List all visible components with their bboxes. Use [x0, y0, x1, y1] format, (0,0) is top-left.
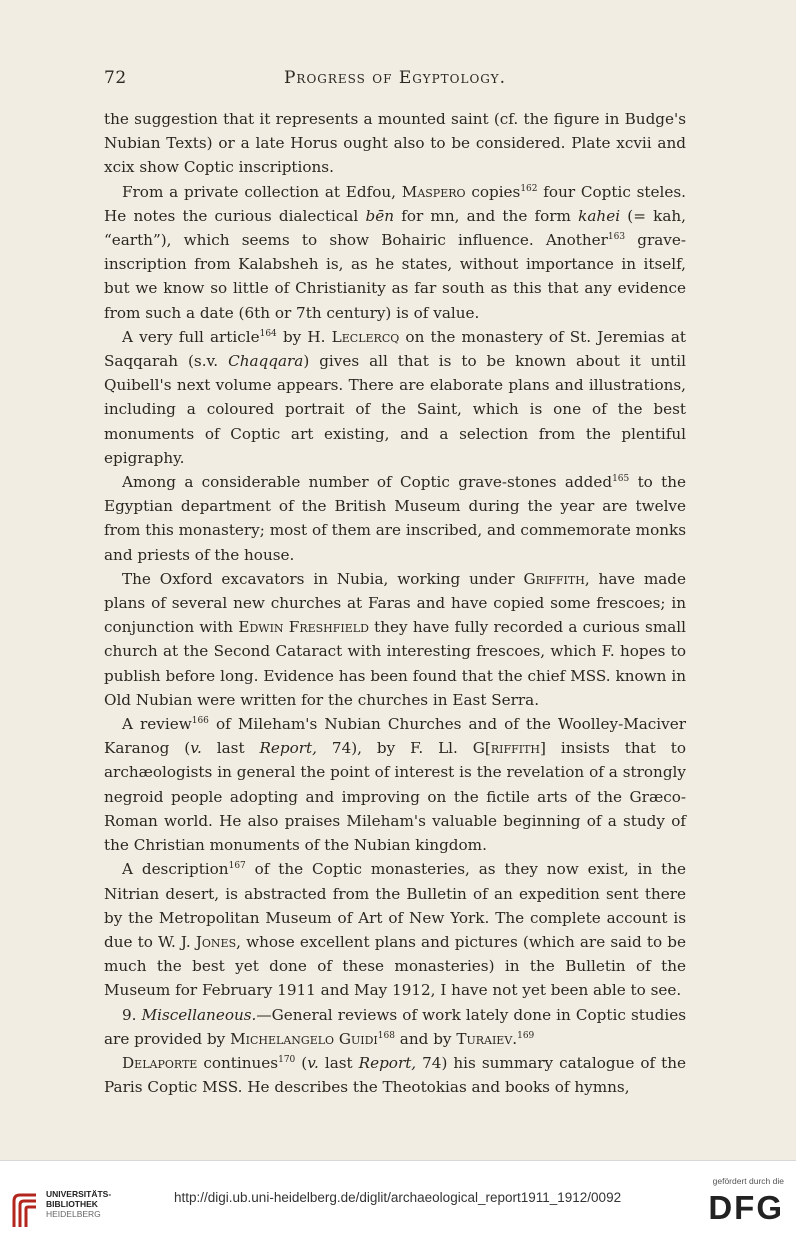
italic-text: bēn: [365, 206, 394, 225]
text-run: by H.: [276, 327, 332, 346]
italic-text: Chaqqara: [228, 352, 304, 371]
body-text: [104, 107, 686, 1099]
small-caps-name: Maspero: [401, 182, 466, 201]
text-run: , whose excellent plans and pictures (which are said to be much the best yet done of these monasteries) in the Bulletin of the Museum for February 1911 and May 1912, I have not yet been able to see.: [104, 932, 686, 1000]
text-run: A very full article: [122, 327, 260, 346]
footnote-ref: 162: [520, 183, 538, 194]
footnote-ref: 165: [612, 474, 630, 485]
text-run: —General reviews of work lately done in Coptic studies are provided by: [104, 1005, 686, 1048]
university-library-name: [46, 1189, 136, 1219]
page-header: [104, 68, 686, 96]
small-caps-name: Michelangelo Guidi: [230, 1029, 378, 1048]
university-library-logo-icon: [10, 1191, 40, 1231]
paragraph: [104, 567, 686, 712]
permalink-url[interactable]: http://digi.ub.uni-heidelberg.de/diglit/archaeological_report1911_1912/0092: [174, 1190, 622, 1205]
text-run: 74), by F. Ll. G[: [316, 739, 491, 758]
text-run: , have made plans of several new churches at Faras and have copied some frescoes; in conjunction with: [104, 569, 686, 637]
text-run: of the Coptic monasteries, as they now exist, in the Nitrian desert, is abstracted from the Bulletin of an expedition sent there by the Metropolitan Museum of Art of New York. The complete account is due to W. J.: [104, 860, 687, 951]
paragraph: [104, 107, 686, 180]
text-run: Among a considerable number of Coptic grave-stones added: [122, 473, 613, 492]
text-run: ) gives all that is to be known about it until Quibell's next volume appears. There are elaborate plans and illustrations, including a coloured portrait of the Saint, which is one of the best monuments of Coptic art existing, and a selection from the plentiful epigraphy.: [104, 352, 686, 467]
small-caps-name: Griffith: [523, 569, 585, 588]
text-run: of Mileham's Nubian Churches and of the Woolley-Maciver Karanog (: [104, 715, 686, 758]
footnote-ref: 164: [259, 328, 277, 339]
text-run: 9.: [122, 1005, 142, 1024]
paragraph: [104, 325, 686, 470]
text-run: last: [201, 739, 260, 758]
small-caps-name: Delaporte: [122, 1053, 198, 1072]
italic-text: Report,: [259, 739, 317, 758]
small-caps-name: Leclercq: [331, 327, 400, 346]
text-run: to the Egyptian department of the British Museum during the year are twelve from this monastery; most of them are inscribed, and commemorate monks and priests of the house.: [104, 473, 686, 564]
text-run: continues: [197, 1053, 279, 1072]
italic-text: kahei: [578, 206, 621, 225]
text-run: ] insists that to archæologists in general the point of interest is the revelation of a strongly negroid people adopting and improving on the fictile arts of the Græco-Roman world. He also praises Mileham's valuable beginning of a study of the Christian monuments of the Nubian kingdom.: [104, 739, 686, 855]
text-run: (: [295, 1053, 308, 1072]
running-title: Progress of Egyptology.: [283, 68, 507, 88]
small-caps-name: riffith: [490, 739, 540, 758]
text-run: four Coptic steles. He notes the curious dialectical: [104, 182, 686, 225]
footnote-ref: 163: [607, 232, 626, 243]
paragraph: [104, 857, 686, 1002]
text-run: (= kah, “earth”), which seems to show Bohairic influence. Another: [104, 206, 687, 250]
funded-by-label: gefördert durch die: [712, 1176, 784, 1186]
text-run: The Oxford excavators in Nubia, working under: [122, 569, 524, 588]
paragraph: [104, 180, 686, 325]
library-line-3: HEIDELBERG: [46, 1209, 101, 1219]
italic-text: v.: [190, 739, 202, 758]
text-run: copies: [465, 182, 521, 201]
text-run: From a private collection at Edfou,: [122, 182, 402, 201]
footnote-ref: 169: [517, 1030, 535, 1041]
text-run: .: [512, 1029, 518, 1048]
text-run: 74) his summary catalogue of the Paris Coptic MSS. He describes the Theotokias and books of hymns,: [104, 1053, 686, 1097]
italic-text: v.: [307, 1053, 319, 1072]
small-caps-name: Jones: [195, 932, 237, 951]
footer-bar: [0, 1160, 796, 1240]
text-run: for mn, and the form: [393, 206, 579, 225]
paragraph: [104, 470, 686, 567]
footnote-ref: 167: [228, 861, 246, 872]
text-run: grave-inscription from Kalabsheh is, as he states, without importance in itself, but we know so little of Christianity as far south as this that any evidence from such a date (6th or 7th century) is of value.: [104, 231, 686, 322]
text-run: A description: [122, 860, 229, 879]
footnote-ref: 168: [377, 1030, 395, 1041]
dfg-logo: DFG: [708, 1189, 784, 1226]
paragraph: [104, 712, 686, 857]
library-line-2: BIBLIOTHEK: [46, 1199, 98, 1209]
text-run: last: [318, 1053, 359, 1072]
italic-text: Miscellaneous.: [141, 1005, 257, 1024]
text-run: A review: [122, 715, 192, 734]
small-caps-name: Edwin Freshfield: [238, 618, 369, 637]
text-run: the suggestion that it represents a mounted saint (cf. the figure in Budge's Nubian Texts) or a late Horus ought also to be considered. Plate xcvii and xcix show Coptic inscriptions.: [104, 110, 686, 177]
text-run: they have fully recorded a curious small church at the Second Cataract with interesting frescoes, which F. hopes to publish before long. Evidence has been found that the chief MSS. known in Old Nubian were written for the churches in East Serra.: [104, 618, 686, 709]
library-line-1: UNIVERSITÄTS-: [46, 1189, 112, 1199]
small-caps-name: Turaiev: [456, 1029, 513, 1048]
paragraph: [104, 1003, 686, 1051]
text-run: on the monastery of St. Jeremias at Saqqarah (s.v.: [104, 327, 686, 371]
paragraph: [104, 1051, 686, 1099]
text-run: and by: [394, 1029, 457, 1048]
italic-text: Report,: [358, 1053, 417, 1072]
page-number: 72: [104, 68, 127, 88]
footnote-ref: 166: [191, 716, 209, 727]
footnote-ref: 170: [278, 1054, 296, 1065]
